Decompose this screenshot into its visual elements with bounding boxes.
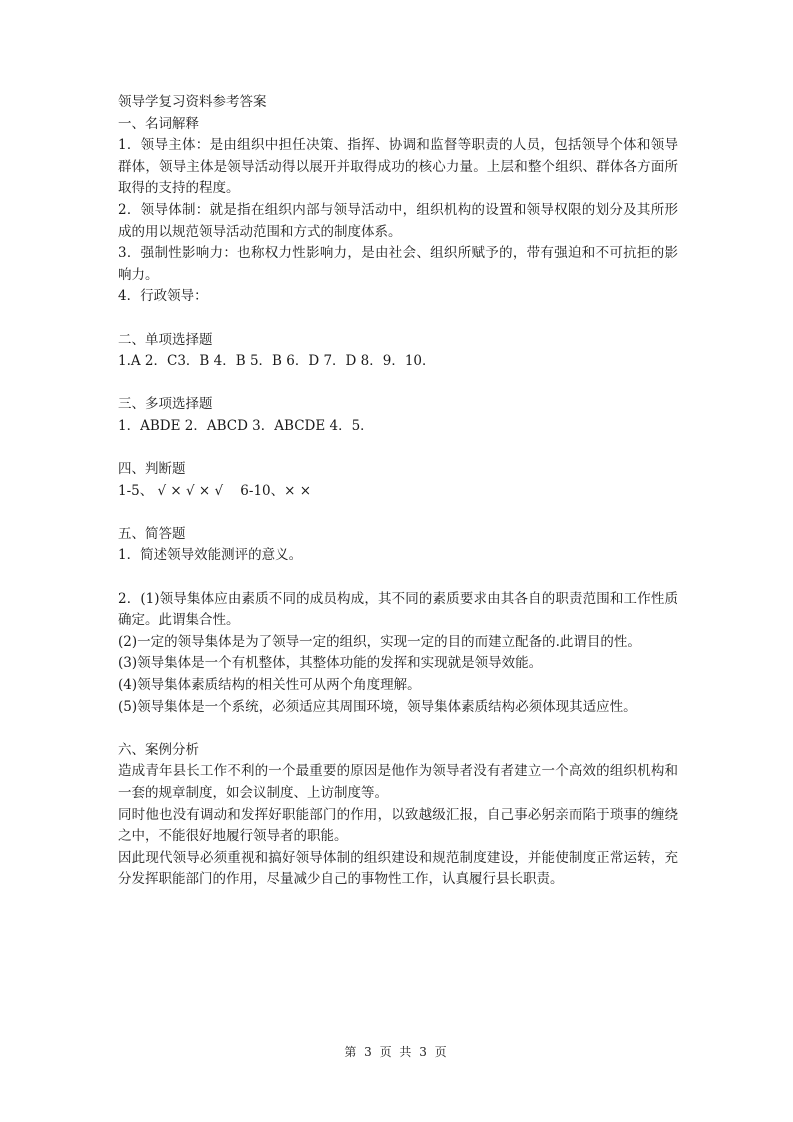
document-body <box>118 92 678 891</box>
case-analysis-paragraph: 造成青年县长工作不利的一个最重要的原因是他作为领导者没有者建立一个高效的组织机构和一套的规章制度，如会议制度、上访制度等。 <box>118 763 678 801</box>
definition-item: 1．领导主体：是由组织中担任决策、指挥、协调和监督等职责的人员，包括领导个体和领导群体，领导主体是领导活动得以展开并取得成功的核心力量。上层和整个组织、群体各方面所取得的支持的程度。 <box>118 137 678 197</box>
spacer <box>118 567 678 589</box>
section-heading-single-choice: 二、单项选择题 <box>118 331 213 348</box>
spacer <box>118 308 678 330</box>
short-answer-point: (5)领导集体是一个系统，必须适应其周围环境，领导集体素质结构必须体现其适应性。 <box>118 698 637 715</box>
case-analysis-paragraph: 同时他也没有调动和发挥好职能部门的作用，以致越级汇报，自己事必躬亲而陷于琐事的缠绕之中，不能很好地履行领导者的职能。 <box>118 806 678 845</box>
single-choice-answers: 1.A 2．C3．B 4．B 5．B 6．D 7．D 8．9．10． <box>118 353 436 370</box>
short-answer-point: (4)领导集体素质结构的相关性可从两个角度理解。 <box>118 677 421 694</box>
section-heading-true-false: 四、判断题 <box>118 461 186 478</box>
short-answer-point: (3)领导集体是一个有机整体，其整体功能的发挥和实现就是领导效能。 <box>118 655 543 672</box>
multiple-choice-answers: 1．ABDE 2．ABCD 3．ABCDE 4．5． <box>118 417 374 434</box>
short-answer-point: 2．(1)领导集体应由素质不同的成员构成，其不同的素质要求由其各自的职责范围和工作性质确定。此谓集合性。 <box>118 590 678 629</box>
definition-item: 4．行政领导： <box>118 288 208 305</box>
spacer <box>118 502 678 524</box>
spacer <box>118 438 678 460</box>
short-answer-question-1: 1．简述领导效能测评的意义。 <box>118 547 303 564</box>
section-heading-multiple-choice: 三、多项选择题 <box>118 396 213 413</box>
document-title: 领导学复习资料参考答案 <box>118 94 267 110</box>
section-heading-short-answer: 五、简答题 <box>118 525 186 542</box>
section-heading-case-analysis: 六、案例分析 <box>118 741 199 758</box>
definition-item: 3．强制性影响力：也称权力性影响力，是由社会、组织所赋予的，带有强迫和不可抗拒的影响力。 <box>118 245 678 283</box>
definition-item: 2．领导体制：就是指在组织内部与领导活动中，组织机构的设置和领导权限的划分及其所形成的用以规范领导活动范围和方式的制度体系。 <box>118 201 678 240</box>
page-number: 第 3 页 共 3 页 <box>344 1045 449 1059</box>
case-analysis-paragraph: 因此现代领导必须重视和搞好领导体制的组织建设和规范制度建设，并能使制度正常运转，充分发挥职能部门的作用，尽量减少自己的事物性工作，认真履行县长职责。 <box>118 849 678 888</box>
short-answer-point: (2)一定的领导集体是为了领导一定的组织，实现一定的目的而建立配备的.此谓目的性。 <box>118 633 641 650</box>
true-false-answers: 1-5、 √ × √ × √ 6-10、× × <box>118 482 312 499</box>
section-heading-term-definitions: 一、名词解释 <box>118 115 199 132</box>
spacer <box>118 718 678 740</box>
spacer <box>118 373 678 395</box>
page-footer <box>0 1044 793 1060</box>
